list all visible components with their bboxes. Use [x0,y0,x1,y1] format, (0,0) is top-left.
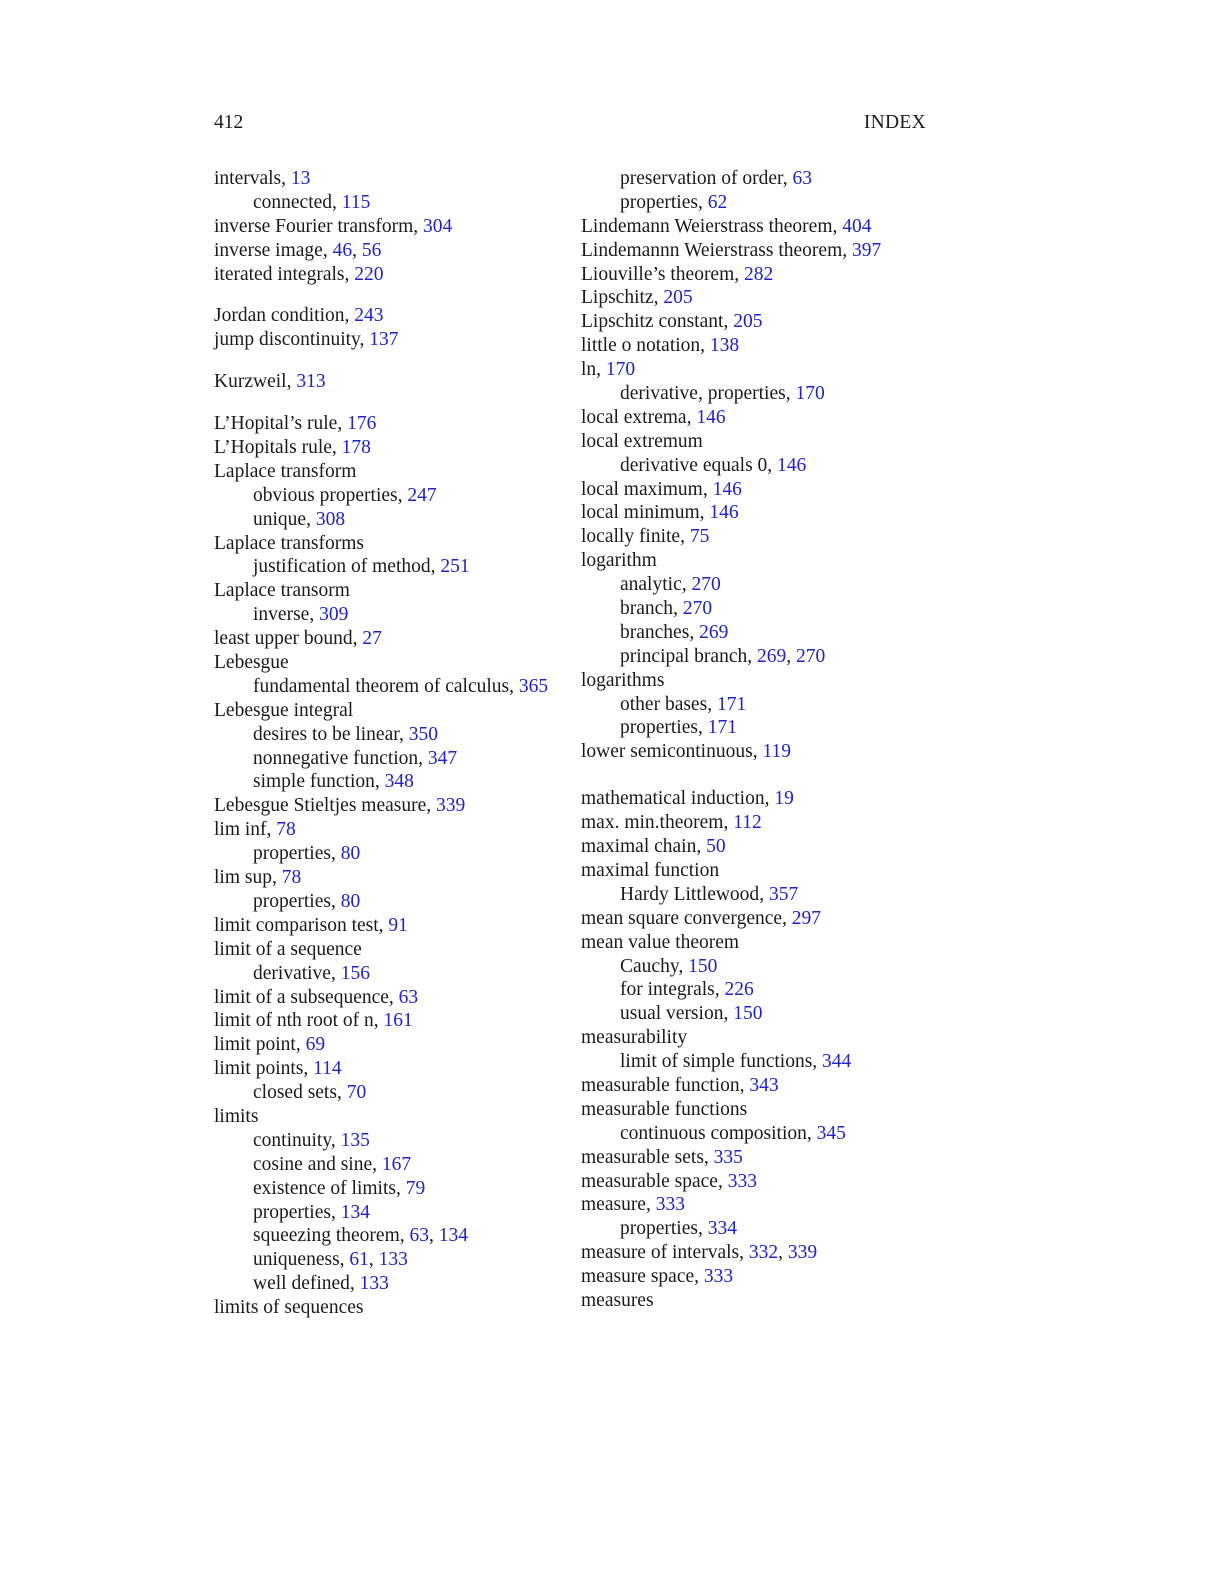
index-term: Hardy Littlewood [620,883,760,905]
index-term: obvious properties [253,484,398,506]
page-link[interactable]: 156 [340,962,370,984]
running-head: INDEX [863,112,926,133]
page-link[interactable]: 313 [296,371,326,393]
index-term: intervals [214,168,282,189]
index-subentry: closed sets, 70 [253,1082,367,1104]
page-link[interactable]: 78 [276,819,296,841]
index-subentry: analytic, 270 [620,574,721,596]
index-entry [214,938,574,962]
index-term: properties [620,191,698,213]
page-link[interactable]: 146 [709,502,739,524]
index-entry: ln, 170 [581,359,636,381]
index-entry: iterated integrals, 220 [214,263,384,285]
index-entry: limit of nth root of n, 161 [214,1010,413,1032]
index-entry: measure, 333 [581,1194,685,1216]
index-term: L’Hopital’s rule [214,413,338,435]
index-entry: mean square convergence, 297 [581,907,822,929]
page-link[interactable]: 63 [398,986,419,1008]
index-subentry: inverse, 309 [253,604,349,626]
page-link[interactable]: 178 [341,437,371,459]
page-link[interactable]: 150 [733,1003,763,1025]
page-link[interactable]: 344 [822,1051,852,1073]
index-term: analytic [620,574,682,596]
page-link[interactable]: 205 [663,287,693,309]
index-subentry: obvious properties, 247 [253,484,437,506]
index-entry [581,669,941,693]
index-term: measurable sets [581,1146,704,1168]
page-link[interactable]: 333 [703,1266,734,1288]
index-subentry: principal branch, 269, 270 [620,645,826,667]
index-subentry: unique, 308 [253,508,346,530]
index-entry [581,931,941,955]
index-entry: limit points, 114 [214,1058,342,1080]
index-subentry: properties, 80 [253,843,361,865]
page-link[interactable]: 63 [409,1225,429,1247]
index-subentry: derivative, 156 [253,962,370,984]
index-entry: locally finite, 75 [581,526,710,548]
page-link[interactable]: 167 [381,1153,412,1175]
index-entry: lim inf, 78 [214,819,296,841]
index-subentry: other bases, 171 [620,693,747,715]
index-entry: max. min.theorem, 112 [581,812,762,834]
page-link[interactable]: 146 [712,478,742,500]
page-link[interactable]: 170 [605,359,636,381]
index-entry: Lindemann Weierstrass theorem, 404 [581,215,872,237]
index-entry [214,579,574,603]
index-term: properties [620,1218,698,1240]
page-link[interactable]: 80 [340,890,361,912]
index-term: limit comparison test [214,914,379,936]
index-entry: least upper bound, 27 [214,628,382,650]
page-link[interactable]: 171 [707,717,737,739]
index-term: maximal function [581,859,720,881]
index-subentry: connected, 115 [253,191,371,213]
index-subentry: usual version, 150 [620,1003,763,1025]
index-column-left [214,167,574,1320]
index-entry: jump discontinuity, 137 [214,329,399,351]
page-link[interactable]: 270 [796,645,826,667]
page-link[interactable]: 397 [852,239,882,261]
page-link[interactable]: 176 [347,413,377,435]
page-link[interactable]: 334 [707,1218,737,1240]
index-term: limit of a subsequence [214,986,389,1008]
index-entry: inverse Fourier transform, 304 [214,215,453,237]
index-term: existence of limits [253,1177,396,1199]
page-link[interactable]: 137 [369,329,399,351]
page-link[interactable]: 80 [340,843,361,865]
page-link[interactable]: 333 [655,1194,685,1216]
index-entry: local minimum, 146 [581,502,739,524]
index-entry [214,651,574,675]
index-entry [214,699,574,723]
page-link[interactable]: 134 [340,1201,370,1223]
index-entry: Jordan condition, 243 [214,305,384,327]
index-subentry: Cauchy, 150 [620,955,718,977]
page-link[interactable]: 134 [438,1225,468,1247]
index-term: jump discontinuity [214,329,360,351]
index-term: limit of simple functions [620,1051,813,1073]
index-term: measurable functions [581,1098,748,1120]
index-term: for integrals [620,979,715,1001]
index-subentry: uniqueness, 61, 133 [253,1249,408,1271]
page-link[interactable]: 282 [744,263,774,285]
index-term: Lindemannn Weierstrass theorem [581,239,843,261]
index-term: iterated integrals [214,263,345,285]
index-term: measurable space [581,1170,718,1192]
page-link[interactable]: 135 [340,1129,370,1151]
page-link[interactable]: 345 [816,1122,846,1144]
index-term: properties [253,843,331,865]
index-term: local maximum [581,478,703,500]
index-entry: Liouville’s theorem, 282 [581,263,774,285]
index-subentry: justification of method, 251 [253,556,470,578]
index-term: local minimum [581,502,700,524]
index-term: Lebesgue [214,652,289,674]
index-term: limit of nth root of n [214,1010,374,1032]
index-term: Kurzweil [214,371,287,393]
index-subentry: branch, 270 [620,598,713,620]
index-entry: measurable space, 333 [581,1170,757,1192]
index-entry: little o notation, 138 [581,335,740,357]
index-entry: Lebesgue Stieltjes measure, 339 [214,795,466,817]
index-entry: Lindemannn Weierstrass theorem, 397 [581,239,882,261]
page-link[interactable]: 61 [349,1249,369,1271]
page-link[interactable]: 304 [423,215,453,237]
page-link[interactable]: 133 [359,1273,389,1295]
index-entry [581,1098,941,1122]
index-term: justification of method [253,556,431,578]
page-link[interactable]: 343 [749,1074,779,1096]
index-term: connected [253,191,333,213]
index-subentry: properties, 134 [253,1201,370,1223]
index-entry: limit comparison test, 91 [214,914,408,936]
index-subentry: properties, 62 [620,191,728,213]
index-term: properties [253,1201,331,1223]
index-entry: intervals, 13 [214,168,311,189]
page-link[interactable]: 78 [281,867,302,889]
index-entry: measurable function, 343 [581,1074,779,1096]
index-entry: lim sup, 78 [214,867,302,889]
index-subentry: nonnegative function, 347 [253,747,458,769]
index-term: limits of sequences [214,1297,364,1319]
index-term: Laplace transform [214,460,357,482]
index-entry: local extrema, 146 [581,406,726,428]
index-term: local extremum [581,430,703,452]
index-subentry: cosine and sine, 167 [253,1153,412,1175]
index-term: continuity [253,1129,331,1151]
page-link[interactable]: 247 [407,484,437,506]
page-link[interactable]: 333 [727,1170,757,1192]
index-term: closed sets [253,1082,337,1104]
page-link[interactable]: 69 [305,1034,326,1056]
index-subentry: properties, 171 [620,717,737,739]
index-term: lim inf [214,819,267,841]
page-link[interactable]: 138 [709,335,740,357]
page-link[interactable]: 357 [768,883,799,905]
index-term: Lindemann Weierstrass theorem [581,215,833,237]
index-term: Laplace transorm [214,580,350,602]
page-link[interactable]: 339 [787,1242,818,1264]
index-subentry: Hardy Littlewood, 357 [620,883,799,905]
index-entry [581,859,941,883]
index-subentry: properties, 80 [253,890,361,912]
index-entry: limit of a subsequence, 63 [214,986,419,1008]
index-term: lim sup [214,867,272,889]
index-term: desires to be linear [253,723,399,745]
index-entry [581,430,941,454]
index-term: uniqueness [253,1249,340,1271]
index-entry [581,1289,941,1313]
index-subentry: branches, 269 [620,621,729,643]
page-link[interactable]: 91 [388,914,408,936]
index-term: logarithms [581,669,665,691]
index-term: lower semicontinuous [581,741,753,763]
index-term: little o notation [581,335,701,357]
page-link[interactable]: 347 [427,747,458,769]
index-term: simple function [253,771,375,793]
page-link[interactable]: 171 [716,693,747,715]
index-term: limit point [214,1034,296,1056]
index-entry: maximal chain, 50 [581,836,726,858]
index-subentry: continuity, 135 [253,1129,370,1151]
index-term: limit points [214,1058,304,1080]
index-term: max. min.theorem [581,812,724,834]
index-term: other bases [620,693,708,715]
index-term: cosine and sine [253,1153,373,1175]
index-subentry: fundamental theorem of calculus, 365 [253,675,549,697]
index-entry: mathematical induction, 19 [581,788,794,810]
index-subentry: limit of simple functions, 344 [620,1051,852,1073]
index-column-right [581,167,941,1313]
page-number: 412 [214,112,244,133]
page-link[interactable]: 75 [689,526,710,548]
index-term: derivative equals 0 [620,454,768,476]
index-term: local extrema [581,406,687,428]
index-term: measure space [581,1266,695,1288]
index-term: derivative, properties [620,383,786,405]
index-term: Laplace transforms [214,532,364,554]
index-subentry: preservation of order, 63 [620,168,812,189]
index-entry: measure space, 333 [581,1266,734,1288]
index-term: Lipschitz [581,287,654,309]
index-term: derivative [253,962,331,984]
index-entry: L’Hopitals rule, 178 [214,437,371,459]
index-term: properties [620,717,698,739]
page-link[interactable]: 297 [791,907,822,929]
index-term: measurability [581,1027,688,1049]
index-term: limit of a sequence [214,938,362,960]
index-subentry: squeezing theorem, 63, 134 [253,1225,468,1247]
index-subentry: for integrals, 226 [620,979,754,1001]
page-link[interactable]: 308 [315,508,346,530]
page-link[interactable]: 309 [319,604,349,626]
page-link[interactable]: 251 [440,556,470,578]
page-link[interactable]: 114 [313,1058,342,1080]
index-entry: limit point, 69 [214,1034,326,1056]
page-link[interactable]: 335 [713,1146,743,1168]
index-term: Jordan condition [214,305,345,327]
index-term: Liouville’s theorem [581,263,735,285]
index-term: Lipschitz constant [581,311,724,333]
page-link[interactable]: 146 [696,406,726,428]
page-link[interactable]: 70 [346,1082,367,1104]
index-entry [214,1296,574,1320]
index-subentry: simple function, 348 [253,771,414,793]
index-term: nonnegative function [253,747,419,769]
page-link[interactable]: 269 [699,621,729,643]
page-link[interactable]: 161 [383,1010,413,1032]
index-term: Lebesgue Stieltjes measure [214,795,427,817]
index-entry: Lipschitz, 205 [581,287,693,309]
index-entry: inverse image, 46, 56 [214,239,382,261]
page-link[interactable]: 63 [792,168,812,189]
index-term: measures [581,1289,654,1311]
page-link[interactable]: 332 [748,1242,779,1264]
index-term: least upper bound [214,628,353,650]
index-entry: L’Hopital’s rule, 176 [214,413,377,435]
page-link[interactable]: 339 [436,795,466,817]
index-term: measure [581,1194,646,1216]
index-entry: lower semicontinuous, 119 [581,741,791,763]
page-link[interactable]: 220 [354,263,384,285]
page-link[interactable]: 50 [706,836,726,858]
page-link[interactable]: 269 [757,645,787,667]
page-link[interactable]: 27 [362,628,382,650]
index-subentry: properties, 334 [620,1218,737,1240]
index-entry: Kurzweil, 313 [214,371,326,393]
index-subentry: existence of limits, 79 [253,1177,426,1199]
index-subentry: well defined, 133 [253,1273,389,1295]
page-link[interactable]: 133 [378,1249,408,1271]
page-link[interactable]: 170 [795,383,825,405]
index-term: mathematical induction [581,788,765,810]
index-entry: measure of intervals, 332, 339 [581,1242,818,1264]
index-term: Lebesgue integral [214,699,354,721]
page-link[interactable]: 115 [341,191,371,213]
page-link[interactable]: 46 [332,239,353,261]
index-term: principal branch [620,645,748,667]
index-term: inverse image [214,239,323,261]
index-term: Cauchy [620,955,679,977]
page-link[interactable]: 19 [774,788,794,810]
page-link[interactable]: 119 [762,741,791,763]
index-entry [581,1026,941,1050]
index-entry [581,549,941,573]
index-term: mean value theorem [581,931,740,953]
page-link[interactable]: 226 [724,979,754,1001]
index-subentry: desires to be linear, 350 [253,723,438,745]
page-link[interactable]: 150 [688,955,718,977]
index-term: branch [620,598,674,620]
index-term: limits [214,1105,259,1127]
page-link[interactable]: 205 [733,311,763,333]
page-link[interactable]: 270 [691,574,721,596]
index-entry [214,460,574,484]
index-term: well defined [253,1273,350,1295]
index-term: locally finite [581,526,681,548]
page-link[interactable]: 56 [361,239,382,261]
index-term: ln [581,359,597,381]
page-link[interactable]: 13 [290,168,311,189]
page-link[interactable]: 404 [842,215,872,237]
page-link[interactable]: 243 [354,305,384,327]
index-term: logarithm [581,550,657,572]
index-entry: local maximum, 146 [581,478,742,500]
page-link[interactable]: 270 [682,598,713,620]
index-term: measurable function [581,1074,740,1096]
index-term: inverse Fourier transform [214,215,414,237]
index-subentry: derivative equals 0, 146 [620,454,807,476]
index-term: mean square convergence [581,907,783,929]
page-link[interactable]: 79 [405,1177,426,1199]
index-term: measure of intervals [581,1242,740,1264]
page-link[interactable]: 350 [408,723,438,745]
index-term: unique [253,508,307,530]
index-entry [214,1105,574,1129]
page-link[interactable]: 365 [518,675,549,697]
index-term: maximal chain [581,836,697,858]
page-link[interactable]: 112 [733,812,762,834]
page-header [214,112,926,138]
index-entry: Lipschitz constant, 205 [581,311,763,333]
index-term: properties [253,890,331,912]
index-entry: measurable sets, 335 [581,1146,743,1168]
index-term: branches [620,621,690,643]
index-term: preservation of order [620,168,783,189]
index-subentry: derivative, properties, 170 [620,383,825,405]
page-link[interactable]: 62 [707,191,728,213]
index-term: inverse [253,604,310,626]
index-entry [214,532,574,556]
index-term: L’Hopitals rule [214,437,332,459]
index-term: usual version [620,1003,724,1025]
index-term: fundamental theorem of calculus [253,675,510,697]
index-term: squeezing theorem [253,1225,400,1247]
index-term: continuous composition [620,1122,807,1144]
index-subentry: continuous composition, 345 [620,1122,846,1144]
page-link[interactable]: 348 [384,771,414,793]
page-link[interactable]: 146 [777,454,807,476]
